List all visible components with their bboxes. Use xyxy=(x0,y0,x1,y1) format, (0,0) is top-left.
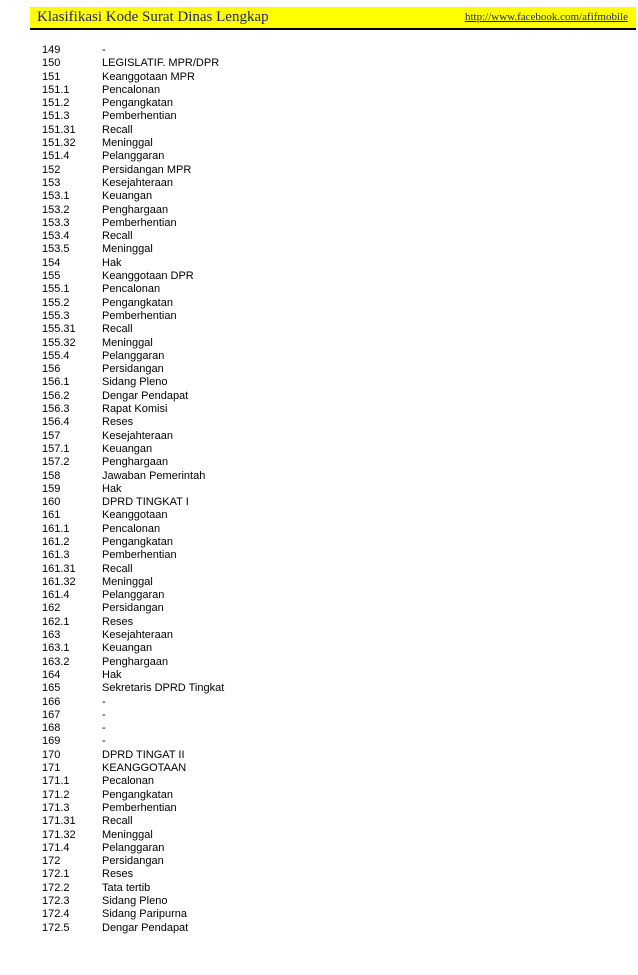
code-number: 169 xyxy=(42,735,61,748)
code-number: 171.2 xyxy=(42,788,70,801)
code-description: Pelanggaran xyxy=(102,589,165,602)
code-number: 155.32 xyxy=(42,336,76,349)
code-description: Sidang Pleno xyxy=(102,376,168,389)
code-number: 155.4 xyxy=(42,349,70,362)
code-description: - xyxy=(102,695,106,708)
code-description: Recall xyxy=(102,123,133,136)
code-description: Jawaban Pemerintah xyxy=(102,469,206,482)
code-number: 156 xyxy=(42,363,61,376)
list-item xyxy=(42,110,602,123)
code-description: Recall xyxy=(102,815,133,828)
list-item xyxy=(42,602,602,615)
code-number: 172.3 xyxy=(42,895,70,907)
code-description: Persidangan xyxy=(102,855,164,868)
code-number: 157 xyxy=(42,429,61,442)
code-number: 149 xyxy=(42,44,61,56)
list-item xyxy=(42,829,602,842)
code-description: DPRD TINGKAT I xyxy=(102,496,189,509)
list-item xyxy=(42,629,602,642)
list-item xyxy=(42,669,602,682)
code-number: 172 xyxy=(42,855,61,868)
code-description: Pelanggaran xyxy=(102,349,165,362)
code-number: 171.4 xyxy=(42,841,70,854)
header-title: Klasifikasi Kode Surat Dinas Lengkap xyxy=(37,9,269,25)
code-description: Persidangan xyxy=(102,602,164,615)
code-description: Recall xyxy=(102,323,133,336)
list-item xyxy=(42,696,602,709)
code-number: 152 xyxy=(42,163,61,176)
list-item xyxy=(42,895,602,908)
code-description: Persidangan xyxy=(102,363,164,376)
code-description: Penghargaan xyxy=(102,456,169,469)
code-description: Hak xyxy=(102,668,122,681)
code-number: 150 xyxy=(42,57,61,70)
code-description: - xyxy=(102,44,106,56)
code-description: Meninggal xyxy=(102,828,153,841)
code-description: Sidang Pleno xyxy=(102,895,168,907)
list-item xyxy=(42,616,602,629)
code-number: 172.5 xyxy=(42,921,70,934)
code-description: Pemberhentian xyxy=(102,216,177,229)
code-description: Meninggal xyxy=(102,336,153,349)
code-description: Meninggal xyxy=(102,575,153,588)
list-item xyxy=(42,775,602,788)
list-item xyxy=(42,350,602,363)
list-item xyxy=(42,456,602,469)
code-description: Kesejahteraan xyxy=(102,429,173,442)
code-description: Pecalonan xyxy=(102,775,154,788)
code-number: 163.2 xyxy=(42,655,70,668)
list-item xyxy=(42,430,602,443)
code-description: Keanggotaan xyxy=(102,509,168,522)
code-number: 155.1 xyxy=(42,283,70,296)
code-number: 171.32 xyxy=(42,828,76,841)
code-description: Pengangkatan xyxy=(102,97,173,110)
code-description: Pengangkatan xyxy=(102,788,173,801)
code-number: 161.32 xyxy=(42,575,76,588)
code-description: Pengangkatan xyxy=(102,296,173,309)
code-description: Pencalonan xyxy=(102,83,161,96)
code-number: 151.4 xyxy=(42,150,70,163)
code-number: 161.3 xyxy=(42,549,70,562)
code-description: - xyxy=(102,722,106,735)
code-description: Reses xyxy=(102,416,134,429)
code-description: Meninggal xyxy=(102,137,153,150)
list-item xyxy=(42,190,602,203)
list-item xyxy=(42,709,602,722)
code-number: 153.1 xyxy=(42,190,70,203)
list-item xyxy=(42,642,602,655)
list-item xyxy=(42,842,602,855)
list-item xyxy=(42,403,602,416)
code-number: 151.32 xyxy=(42,137,76,150)
code-number: 163.1 xyxy=(42,642,70,655)
code-description: Pencalonan xyxy=(102,522,161,535)
code-number: 151.2 xyxy=(42,97,70,110)
list-item xyxy=(42,297,602,310)
code-number: 159 xyxy=(42,482,61,495)
list-item xyxy=(42,44,602,57)
list-item xyxy=(42,922,602,935)
code-number: 162 xyxy=(42,602,61,615)
code-description: Recall xyxy=(102,230,133,243)
list-item xyxy=(42,855,602,868)
code-description: Penghargaan xyxy=(102,203,169,216)
code-number: 155.31 xyxy=(42,323,76,336)
list-item xyxy=(42,735,602,748)
code-number: 161.4 xyxy=(42,589,70,602)
list-item xyxy=(42,97,602,110)
code-number: 172.1 xyxy=(42,868,70,881)
code-number: 155.3 xyxy=(42,309,70,322)
code-number: 166 xyxy=(42,695,61,708)
list-item xyxy=(42,496,602,509)
code-description: KEANGGOTAAN xyxy=(102,762,187,775)
code-number: 153 xyxy=(42,176,61,189)
code-description: Penghargaan xyxy=(102,655,169,668)
code-description: Keuangan xyxy=(102,442,153,455)
list-item xyxy=(42,789,602,802)
code-number: 158 xyxy=(42,469,61,482)
list-item xyxy=(42,363,602,376)
code-description: Keuangan xyxy=(102,190,153,203)
code-number: 153.5 xyxy=(42,243,70,256)
code-number: 153.2 xyxy=(42,203,70,216)
code-number: 157.1 xyxy=(42,442,70,455)
list-item xyxy=(42,217,602,230)
code-description: Keanggotaan MPR xyxy=(102,70,195,83)
code-description: Persidangan MPR xyxy=(102,163,192,176)
code-number: 160 xyxy=(42,496,61,509)
code-number: 161.2 xyxy=(42,535,70,548)
code-number: 161.1 xyxy=(42,522,70,535)
list-item xyxy=(42,164,602,177)
list-item xyxy=(42,150,602,163)
list-item xyxy=(42,749,602,762)
list-item xyxy=(42,882,602,895)
code-description: Pelanggaran xyxy=(102,150,165,163)
code-description: Sidang Paripurna xyxy=(102,908,188,921)
code-number: 165 xyxy=(42,682,61,695)
code-number: 163 xyxy=(42,629,61,642)
page-header xyxy=(30,7,636,30)
list-item xyxy=(42,470,602,483)
list-item xyxy=(42,762,602,775)
code-number: 151.1 xyxy=(42,83,70,96)
code-number: 156.1 xyxy=(42,376,70,389)
list-item xyxy=(42,71,602,84)
code-number: 151 xyxy=(42,70,61,83)
list-item xyxy=(42,310,602,323)
code-number: 156.4 xyxy=(42,416,70,429)
code-number: 172.2 xyxy=(42,881,70,894)
list-item xyxy=(42,523,602,536)
code-number: 172.4 xyxy=(42,908,70,921)
code-number: 155.2 xyxy=(42,296,70,309)
list-item xyxy=(42,722,602,735)
code-description: Reses xyxy=(102,615,134,628)
code-number: 151.31 xyxy=(42,123,76,136)
code-number: 153.3 xyxy=(42,216,70,229)
code-description: LEGISLATIF. MPR/DPR xyxy=(102,57,220,70)
list-item xyxy=(42,177,602,190)
code-description: Kesejahteraan xyxy=(102,176,173,189)
code-number: 161.31 xyxy=(42,562,76,575)
list-item xyxy=(42,563,602,576)
code-number: 151.3 xyxy=(42,110,70,123)
code-number: 171.1 xyxy=(42,775,70,788)
list-item xyxy=(42,283,602,296)
code-description: Meninggal xyxy=(102,243,153,256)
code-description: Recall xyxy=(102,562,133,575)
list-item xyxy=(42,416,602,429)
code-description: Kesejahteraan xyxy=(102,629,173,642)
code-number: 164 xyxy=(42,668,61,681)
list-item xyxy=(42,57,602,70)
code-description: Rapat Komisi xyxy=(102,403,168,416)
list-item xyxy=(42,257,602,270)
list-item xyxy=(42,323,602,336)
code-description: - xyxy=(102,708,106,721)
list-item xyxy=(42,270,602,283)
list-item xyxy=(42,483,602,496)
list-item xyxy=(42,337,602,350)
list-item xyxy=(42,656,602,669)
code-description: Pengangkatan xyxy=(102,535,173,548)
code-description: Reses xyxy=(102,868,134,881)
list-item xyxy=(42,204,602,217)
list-item xyxy=(42,682,602,695)
code-number: 171.31 xyxy=(42,815,76,828)
code-number: 161 xyxy=(42,509,61,522)
list-item xyxy=(42,84,602,97)
list-item xyxy=(42,390,602,403)
code-description: Hak xyxy=(102,482,122,495)
code-number: 171 xyxy=(42,762,61,775)
list-item xyxy=(42,815,602,828)
list-item xyxy=(42,243,602,256)
code-number: 167 xyxy=(42,708,61,721)
code-description: Pelanggaran xyxy=(102,841,165,854)
facebook-link[interactable]: http://www.facebook.com/afifmobile xyxy=(464,11,628,23)
list-item xyxy=(42,549,602,562)
code-description: Pemberhentian xyxy=(102,309,177,322)
list-item xyxy=(42,802,602,815)
list-item xyxy=(42,443,602,456)
code-number: 156.2 xyxy=(42,389,70,402)
list-item xyxy=(42,230,602,243)
list-item xyxy=(42,868,602,881)
list-item xyxy=(42,589,602,602)
code-number: 156.3 xyxy=(42,403,70,416)
code-number: 162.1 xyxy=(42,615,70,628)
code-description: Pencalonan xyxy=(102,283,161,296)
code-description: DPRD TINGAT II xyxy=(102,748,185,761)
code-number: 170 xyxy=(42,748,61,761)
list-item xyxy=(42,509,602,522)
list-item xyxy=(42,376,602,389)
code-description: Keuangan xyxy=(102,642,153,655)
code-description: Pemberhentian xyxy=(102,110,177,123)
code-number: 153.4 xyxy=(42,230,70,243)
code-number: 171.3 xyxy=(42,801,70,814)
code-description: Dengar Pendapat xyxy=(102,389,189,402)
classification-code-list xyxy=(42,44,602,935)
code-number: 157.2 xyxy=(42,456,70,469)
code-description: Sekretaris DPRD Tingkat xyxy=(102,682,225,695)
code-description: Hak xyxy=(102,256,122,269)
list-item xyxy=(42,137,602,150)
list-item xyxy=(42,124,602,137)
code-number: 154 xyxy=(42,256,61,269)
list-item xyxy=(42,576,602,589)
code-description: Pemberhentian xyxy=(102,549,177,562)
list-item xyxy=(42,908,602,921)
code-description: Pemberhentian xyxy=(102,801,177,814)
code-description: Dengar Pendapat xyxy=(102,921,189,934)
code-description: Keanggotaan DPR xyxy=(102,270,194,283)
code-description: Tata tertib xyxy=(102,881,151,894)
code-number: 168 xyxy=(42,722,61,735)
list-item xyxy=(42,536,602,549)
code-description: - xyxy=(102,735,106,748)
code-number: 155 xyxy=(42,270,61,283)
